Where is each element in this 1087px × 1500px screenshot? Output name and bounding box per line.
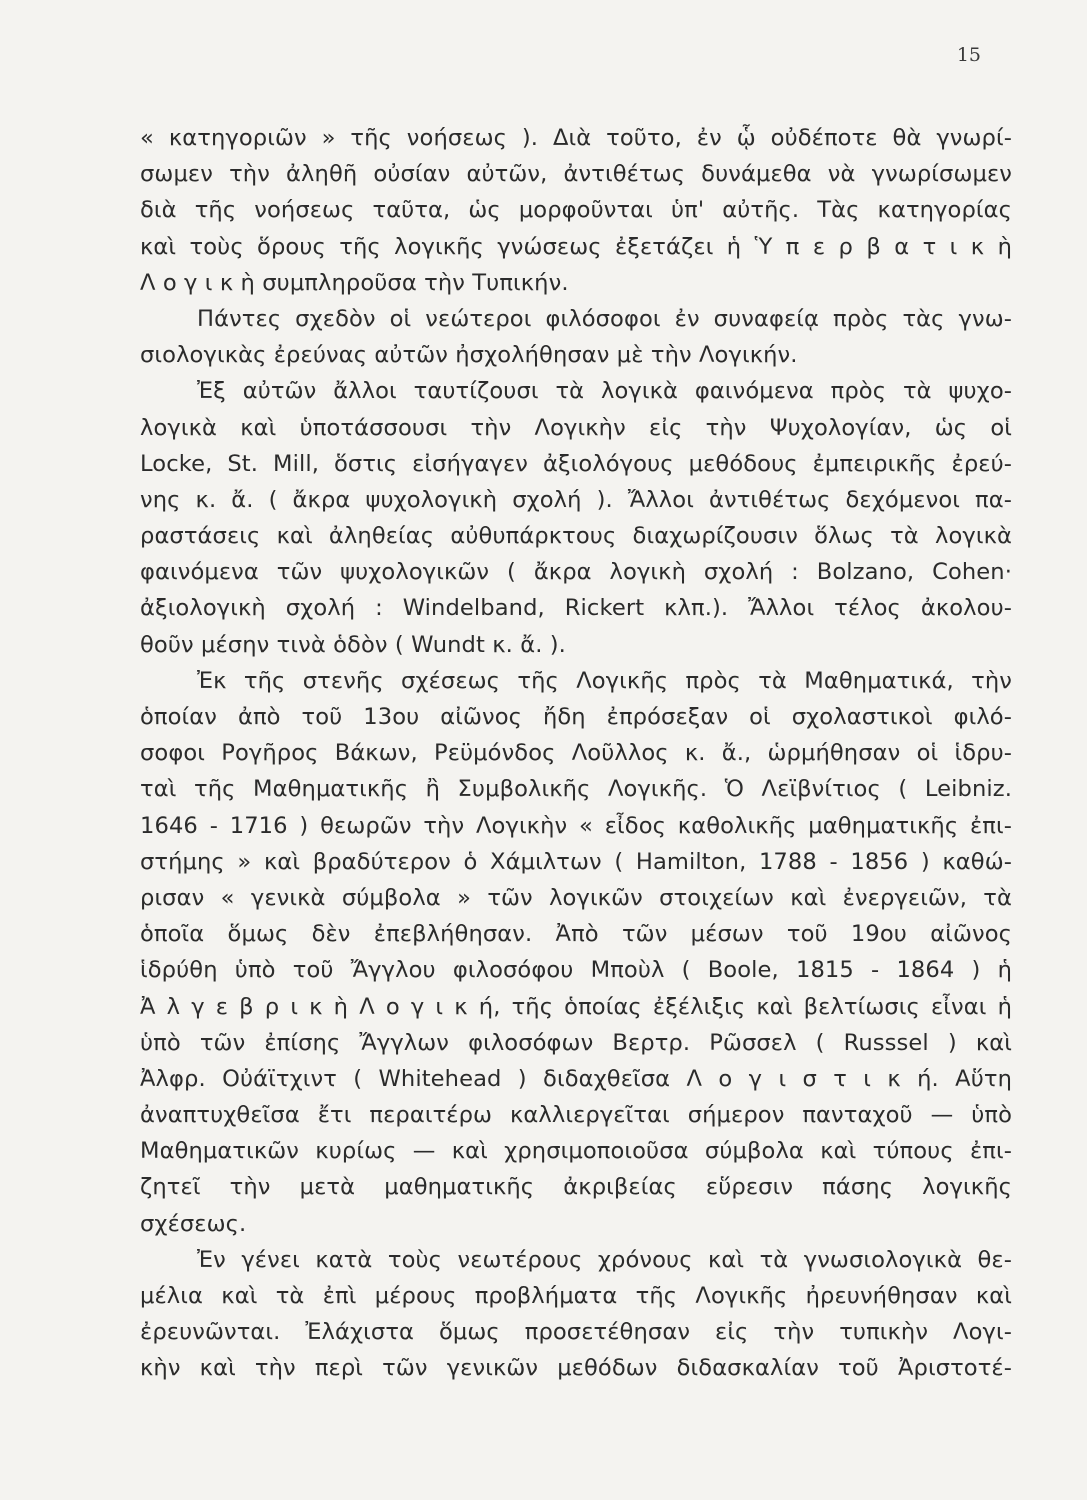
text-line: καὶ τοὺς ὅρους τῆς λογικῆς γνώσεως ἐξετάζει ἡ Ὑ π ε ρ β α τ ι κ ὴ bbox=[140, 233, 1012, 260]
text-line: νης κ. ἄ. ( ἄκρα ψυχολογικὴ σχολή ). Ἄλλοι ἀντιθέτως δεχόμενοι πα- bbox=[140, 486, 1012, 513]
text-line: Μαθηματικῶν κυρίως — καὶ χρησιμοποιοῦσα σύμβολα καὶ τύπους ἐπι- bbox=[140, 1138, 1012, 1165]
text-line: σχέσεως. bbox=[140, 1210, 247, 1237]
text-line: ὁποίαν ἀπὸ τοῦ 13ου αἰῶνος ἤδη ἐπρόσεξαν οἱ σχολαστικοὶ φιλό- bbox=[140, 704, 1012, 730]
text-line: διὰ τῆς νοήσεως ταῦτα, ὡς μορφοῦνται ὑπ' αὐτῆς. Τὰς κατηγορίας bbox=[140, 197, 1012, 224]
page-number: 15 bbox=[956, 44, 981, 66]
text-line: ἐρευνῶνται. Ἐλάχιστα ὅμως προσετέθησαν εἰς τὴν τυπικὴν Λογι- bbox=[140, 1319, 1012, 1346]
text-line: Ἀλφρ. Οὐάϊτχιντ ( Whitehead ) διδαχθεῖσα Λ ο γ ι σ τ ι κ ή. Αὕτη bbox=[140, 1065, 1012, 1092]
text-line: στήμης » καὶ βραδύτερον ὁ Χάμιλτων ( Hamilton, 1788 - 1856 ) καθώ- bbox=[140, 848, 1012, 875]
text-line: φαινόμενα τῶν ψυχολογικῶν ( ἄκρα λογικὴ σχολή : Bolzano, Cohen· bbox=[140, 559, 1012, 586]
text-line: ἱδρύθη ὑπὸ τοῦ Ἄγγλου φιλοσόφου Μποὺλ ( Boole, 1815 - 1864 ) ἡ bbox=[140, 957, 1012, 984]
text-line: μέλια καὶ τὰ ἐπὶ μέρους προβλήματα τῆς Λογικῆς ἠρευνήθησαν καὶ bbox=[140, 1283, 1012, 1309]
text-line: Ἐκ τῆς στενῆς σχέσεως τῆς Λογικῆς πρὸς τὰ Μαθηματικά, τὴν bbox=[197, 667, 1012, 694]
text-line: Λ ο γ ι κ ὴ συμπληροῦσα τὴν Τυπικήν. bbox=[140, 269, 569, 296]
text-line: « κατηγοριῶν » τῆς νοήσεως ). Διὰ τοῦτο, ἐν ᾧ οὐδέποτε θὰ γνωρί- bbox=[140, 125, 1012, 151]
text-line: ἀναπτυχθεῖσα ἔτι περαιτέρω καλλιεργεῖται σήμερον πανταχοῦ — ὑπὸ bbox=[140, 1102, 1012, 1129]
text-line: 1646 - 1716 ) θεωρῶν τὴν Λογικὴν « εἶδος καθολικῆς μαθηματικῆς ἐπι- bbox=[140, 812, 1012, 839]
text-line: ρισαν « γενικὰ σύμβολα » τῶν λογικῶν στοιχείων καὶ ἐνεργειῶν, τὰ bbox=[140, 884, 1012, 911]
text-line: Πάντες σχεδὸν οἱ νεώτεροι φιλόσοφοι ἐν συναφείᾳ πρὸς τὰς γνω- bbox=[197, 305, 1012, 332]
text-line: ζητεῖ τὴν μετὰ μαθηματικῆς ἀκριβείας εὕρεσιν πάσης λογικῆς bbox=[140, 1174, 1012, 1201]
text-line: Ἀ λ γ ε β ρ ι κ ὴ Λ ο γ ι κ ή, τῆς ὁποίας ἐξέλιξις καὶ βελτίωσις εἶναι ἡ bbox=[140, 993, 1012, 1020]
body-text bbox=[140, 120, 1012, 1387]
text-line: ταὶ τῆς Μαθηματικῆς ἢ Συμβολικῆς Λογικῆς. Ὁ Λεϊβνίτιος ( Leibniz. bbox=[140, 776, 1012, 803]
text-line: σωμεν τὴν ἀληθῆ οὐσίαν αὐτῶν, ἀντιθέτως δυνάμεθα νὰ γνωρίσωμεν bbox=[140, 161, 1012, 188]
text-line: λογικὰ καὶ ὑποτάσσουσι τὴν Λογικὴν εἰς τὴν Ψυχολογίαν, ὡς οἱ bbox=[140, 414, 1012, 441]
text-line: θοῦν μέσην τινὰ ὁδὸν ( Wundt κ. ἄ. ). bbox=[140, 631, 566, 658]
text-line: σοφοι Ρογῆρος Βάκων, Ρεϋμόνδος Λοῦλλος κ. ἄ., ὡρμήθησαν οἱ ἱδρυ- bbox=[140, 740, 1012, 767]
text-line: Ἐξ αὐτῶν ἄλλοι ταυτίζουσι τὰ λογικὰ φαινόμενα πρὸς τὰ ψυχο- bbox=[197, 378, 1012, 405]
text-line: σιολογικὰς ἐρεύνας αὐτῶν ἠσχολήθησαν μὲ τὴν Λογικήν. bbox=[140, 342, 798, 369]
text-line: ραστάσεις καὶ ἀληθείας αὐθυπάρκτους διαχωρίζουσιν ὅλως τὰ λογικὰ bbox=[140, 523, 1012, 550]
text-line: ἀξιολογικὴ σχολή : Windelband, Rickert κλπ.). Ἄλλοι τέλος ἀκολου- bbox=[140, 595, 1012, 622]
text-line: Ἐν γένει κατὰ τοὺς νεωτέρους χρόνους καὶ τὰ γνωσιολογικὰ θε- bbox=[197, 1246, 1012, 1273]
text-line: ὁποῖα ὅμως δὲν ἐπεβλήθησαν. Ἀπὸ τῶν μέσων τοῦ 19ου αἰῶνος bbox=[140, 921, 1012, 948]
text-line: ὑπὸ τῶν ἐπίσης Ἄγγλων φιλοσόφων Βερτρ. Ρῶσσελ ( Russsel ) καὶ bbox=[140, 1029, 1012, 1056]
text-line: κὴν καὶ τὴν περὶ τῶν γενικῶν μεθόδων διδασκαλίαν τοῦ Ἀριστοτέ- bbox=[140, 1355, 1012, 1382]
text-line: Locke, St. Mill, ὅστις εἰσήγαγεν ἀξιολόγους μεθόδους ἐμπειρικῆς ἐρεύ- bbox=[140, 450, 1012, 477]
